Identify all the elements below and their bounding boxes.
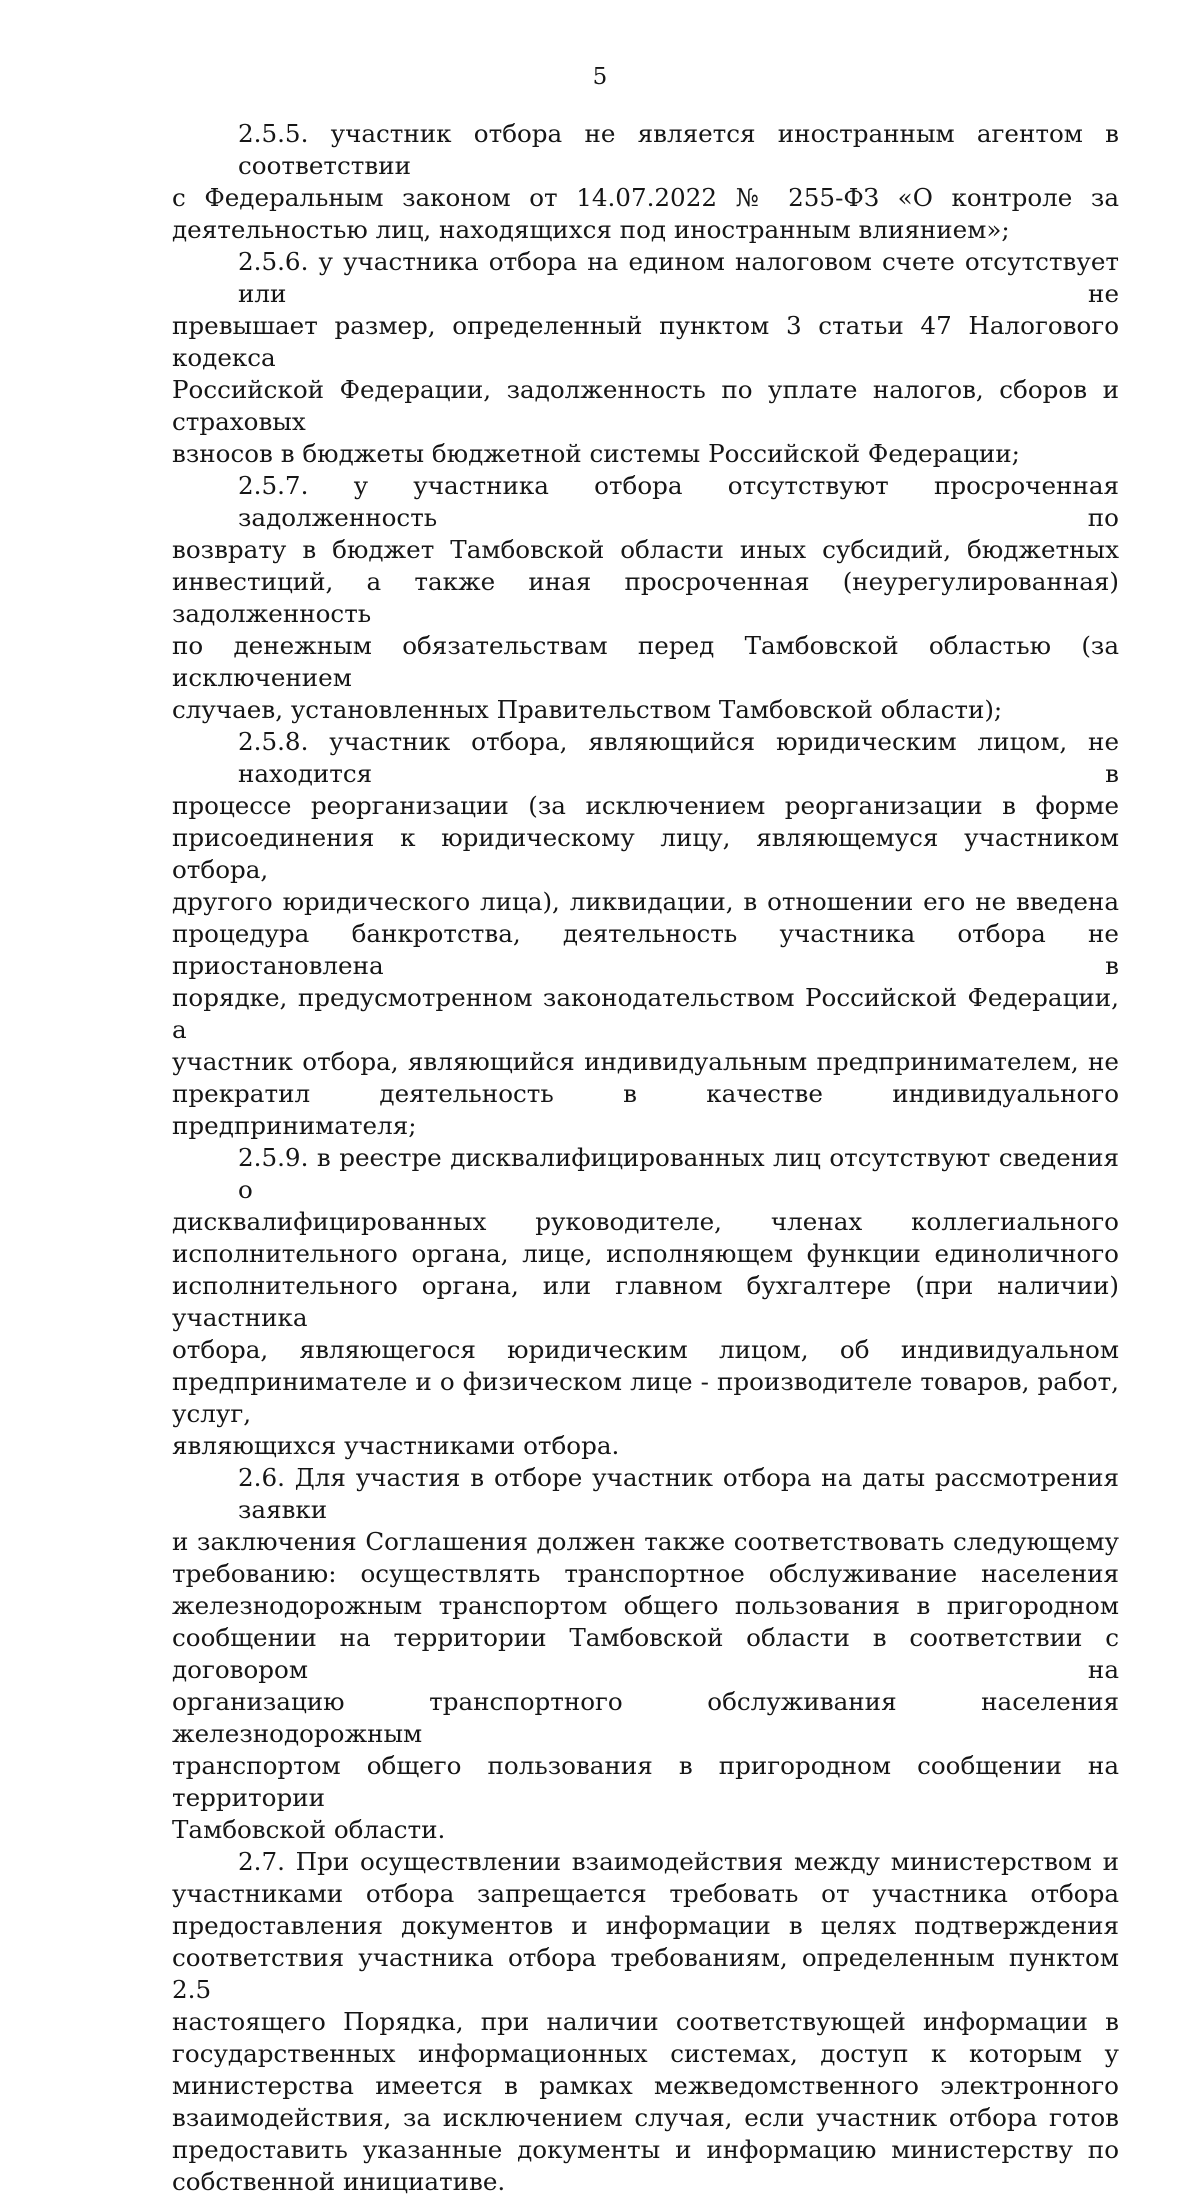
text-line: деятельностью лиц, находящихся под иностранным влиянием»; <box>172 215 1010 244</box>
text-line: Российской Федерации, задолженность по уплате налогов, сборов и страховых <box>172 375 1119 436</box>
text-line: требованию: осуществлять транспортное обслуживание населения <box>172 1559 1119 1588</box>
text-line: Тамбовской области. <box>172 1815 446 1844</box>
page-number: 5 <box>592 64 608 90</box>
text-line: по денежным обязательствам перед Тамбовской областью (за исключением <box>172 631 1119 692</box>
text-line: исполнительного органа, лице, исполняющем функции единоличного <box>172 1239 1119 1268</box>
text-line: государственных информационных системах, доступ к которым у <box>172 2039 1119 2068</box>
text-line: 2.6. Для участия в отборе участник отбора на даты рассмотрения заявки <box>238 1463 1119 1524</box>
text-line: предпринимателе и о физическом лице - производителе товаров, работ, услуг, <box>172 1367 1119 1428</box>
text-line: участниками отбора запрещается требовать от участника отбора <box>172 1879 1119 1908</box>
paragraph-2-7 <box>172 1846 1119 2198</box>
text-line: 2.5.9. в реестре дисквалифицированных лиц отсутствуют сведения о <box>238 1143 1119 1204</box>
text-line: 2.7. При осуществлении взаимодействия между министерством и <box>238 1847 1119 1876</box>
text-line: дисквалифицированных руководителе, членах коллегиального <box>172 1207 1119 1236</box>
text-line: организацию транспортного обслуживания населения железнодорожным <box>172 1687 1119 1748</box>
text-line: соответствия участника отбора требованиям, определенным пунктом 2.5 <box>172 1943 1119 2004</box>
text-line: и заключения Соглашения должен также соответствовать следующему <box>172 1527 1119 1556</box>
paragraph-2-5-8 <box>172 726 1119 1142</box>
document-body <box>172 118 1119 2198</box>
text-line: с Федеральным законом от 14.07.2022 № 255-ФЗ «О контроле за <box>172 183 1119 212</box>
text-line: предоставить указанные документы и информацию министерству по <box>172 2135 1119 2164</box>
text-line: инвестиций, а также иная просроченная (неурегулированная) задолженность <box>172 567 1119 628</box>
text-line: прекратил деятельность в качестве индивидуального предпринимателя; <box>172 1079 1119 1140</box>
text-line: случаев, установленных Правительством Тамбовской области); <box>172 695 1003 724</box>
text-line: настоящего Порядка, при наличии соответствующей информации в <box>172 2007 1119 2036</box>
text-line: 2.5.5. участник отбора не является иностранным агентом в соответствии <box>238 119 1119 180</box>
text-line: участник отбора, являющийся индивидуальным предпринимателем, не <box>172 1047 1119 1076</box>
text-line: сообщении на территории Тамбовской области в соответствии с договором на <box>172 1623 1119 1684</box>
text-line: взносов в бюджеты бюджетной системы Российской Федерации; <box>172 439 1020 468</box>
text-line: присоединения к юридическому лицу, являющемуся участником отбора, <box>172 823 1119 884</box>
paragraph-2-5-7 <box>172 470 1119 726</box>
text-line: собственной инициативе. <box>172 2167 506 2196</box>
text-line: отбора, являющегося юридическим лицом, об индивидуальном <box>172 1335 1119 1364</box>
text-line: транспортом общего пользования в пригородном сообщении на территории <box>172 1751 1119 1812</box>
text-line: другого юридического лица), ликвидации, в отношении его не введена <box>172 887 1119 916</box>
paragraph-2-5-6 <box>172 246 1119 470</box>
paragraph-2-5-9 <box>172 1142 1119 1462</box>
text-line: превышает размер, определенный пунктом 3 статьи 47 Налогового кодекса <box>172 311 1119 372</box>
text-line: министерства имеется в рамках межведомственного электронного <box>172 2071 1119 2100</box>
text-line: 2.5.6. у участника отбора на едином налоговом счете отсутствует или не <box>238 247 1119 308</box>
text-line: возврату в бюджет Тамбовской области иных субсидий, бюджетных <box>172 535 1119 564</box>
text-line: железнодорожным транспортом общего пользования в пригородном <box>172 1591 1119 1620</box>
paragraph-2-5-5 <box>172 118 1119 246</box>
text-line: процессе реорганизации (за исключением реорганизации в форме <box>172 791 1119 820</box>
text-line: исполнительного органа, или главном бухгалтере (при наличии) участника <box>172 1271 1119 1332</box>
text-line: порядке, предусмотренном законодательством Российской Федерации, а <box>172 983 1119 1044</box>
text-line: предоставления документов и информации в целях подтверждения <box>172 1911 1119 1940</box>
text-line: процедура банкротства, деятельность участника отбора не приостановлена в <box>172 919 1119 980</box>
text-line: являющихся участниками отбора. <box>172 1431 620 1460</box>
paragraph-2-6 <box>172 1462 1119 1846</box>
text-line: 2.5.7. у участника отбора отсутствуют просроченная задолженность по <box>238 471 1119 532</box>
text-line: 2.5.8. участник отбора, являющийся юридическим лицом, не находится в <box>238 727 1119 788</box>
text-line: взаимодействия, за исключением случая, если участник отбора готов <box>172 2103 1119 2132</box>
